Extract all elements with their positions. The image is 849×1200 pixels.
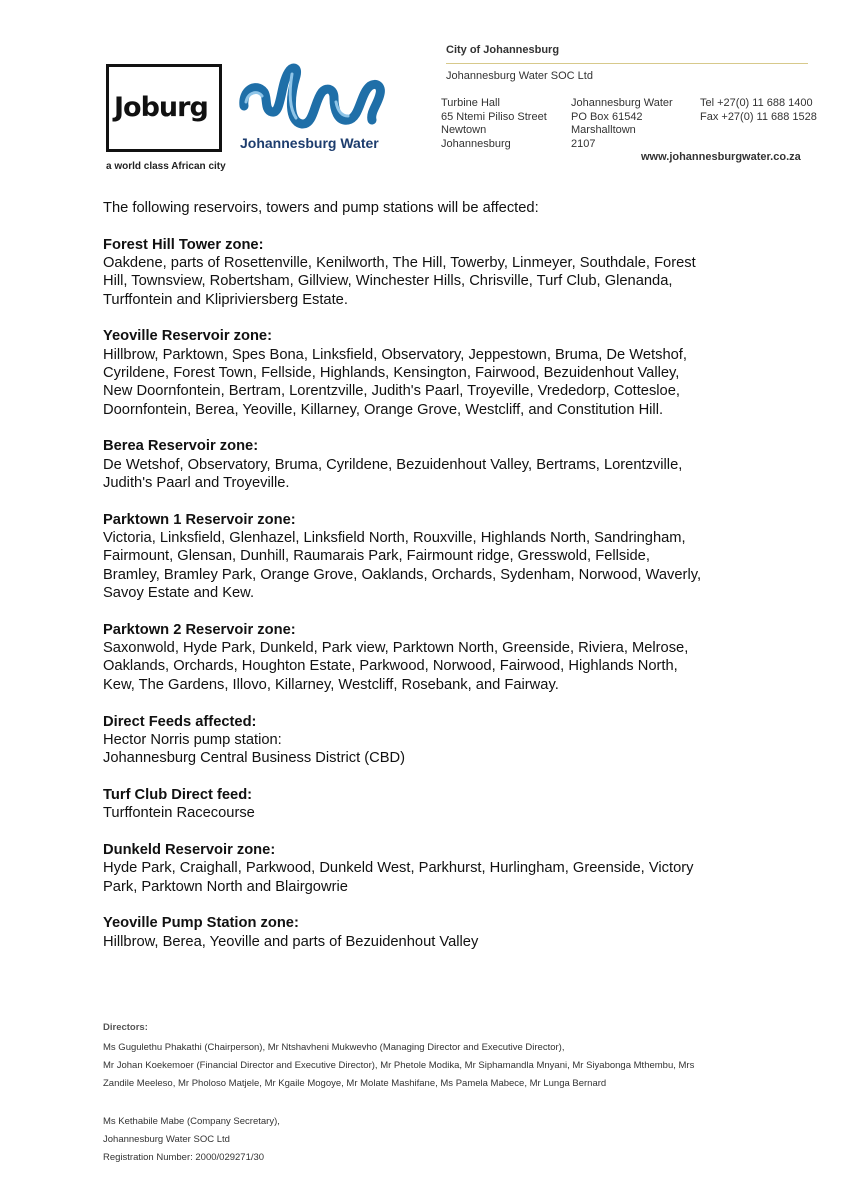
header-address-line: Johannesburg bbox=[441, 137, 511, 150]
zone-section bbox=[103, 841, 783, 896]
header-divider bbox=[446, 63, 808, 64]
zone-areas-line: Oakdene, parts of Rosettenville, Kenilworth, The Hill, Towerby, Linmeyer, Southdale, Forest bbox=[103, 255, 696, 272]
zone-areas-line: Victoria, Linksfield, Glenhazel, Linksfield North, Rouxville, Highlands North, Sandringham, bbox=[103, 530, 686, 547]
zone-section bbox=[103, 713, 783, 768]
zone-section bbox=[103, 511, 783, 602]
document-body bbox=[103, 199, 783, 970]
header-tel: Tel +27(0) 11 688 1400 bbox=[700, 97, 813, 109]
zone-areas-line: Bramley, Bramley Park, Orange Grove, Oaklands, Orchards, Sydenham, Norwood, Waverly, bbox=[103, 566, 702, 583]
header-address-line: Turbine Hall bbox=[441, 97, 500, 109]
zone-section bbox=[103, 236, 783, 309]
header-address-postal bbox=[571, 97, 673, 151]
zone-areas-line: Hyde Park, Craighall, Parkwood, Dunkeld West, Parkhurst, Hurlingham, Greenside, Victory bbox=[103, 860, 694, 877]
zone-section bbox=[103, 621, 783, 694]
zone-areas-line: Cyrildene, Forest Town, Fellside, Highlands, Kensington, Fairwood, Bezuidenhout Valley, bbox=[103, 365, 680, 382]
header-address-line: Newtown bbox=[441, 124, 487, 136]
zone-title: Parktown 1 Reservoir zone: bbox=[103, 511, 296, 528]
zone-section bbox=[103, 786, 783, 823]
header-address-physical bbox=[441, 97, 547, 151]
zone-areas-line: Hill, Townsview, Robertsham, Gillview, Winchester Hills, Chrisville, Turf Club, Glenanda, bbox=[103, 273, 673, 290]
header-address-line: Johannesburg Water bbox=[571, 97, 673, 109]
registration-number: Registration Number: 2000/029271/30 bbox=[103, 1152, 265, 1163]
zone-areas-line: Hillbrow, Berea, Yeoville and parts of Bezuidenhout Valley bbox=[103, 933, 479, 950]
footer bbox=[103, 1022, 694, 1167]
directors-label: Directors: bbox=[103, 1022, 148, 1033]
joburg-logo-word: Joburg bbox=[114, 92, 208, 123]
zone-title: Yeoville Reservoir zone: bbox=[103, 328, 272, 345]
zone-section bbox=[103, 327, 783, 418]
zone-title: Turf Club Direct feed: bbox=[103, 786, 253, 803]
zone-areas-line: Savoy Estate and Kew. bbox=[103, 585, 255, 602]
header-fax: Fax +27(0) 11 688 1528 bbox=[700, 110, 817, 123]
zone-areas-line: Johannesburg Central Business District (CBD) bbox=[103, 750, 406, 767]
zone-title: Berea Reservoir zone: bbox=[103, 438, 259, 455]
company-secretary: Ms Kethabile Mabe (Company Secretary), bbox=[103, 1116, 280, 1127]
directors-line: Zandile Meeleso, Mr Pholoso Matjele, Mr Kgaile Mogoye, Mr Molate Mashifane, Ms Pamela Mabece, Mr Lunga Bernard bbox=[103, 1078, 607, 1089]
zone-title: Yeoville Pump Station zone: bbox=[103, 915, 299, 932]
zone-areas-line: De Wetshof, Observatory, Bruma, Cyrildene, Bezuidenhout Valley, Bertrams, Lorentzville, bbox=[103, 456, 683, 473]
header-company: Johannesburg Water SOC Ltd bbox=[446, 70, 593, 82]
zone-areas-line: Hillbrow, Parktown, Spes Bona, Linksfield, Observatory, Jeppestown, Bruma, De Wetshof, bbox=[103, 346, 687, 363]
header-contact bbox=[700, 97, 817, 124]
joburg-logo-tagline: a world class African city bbox=[106, 161, 226, 172]
zone-areas-line: Turffontein and Klipriviersberg Estate. bbox=[103, 291, 348, 308]
header-address-line: PO Box 61542 bbox=[571, 110, 643, 123]
zone-title: Direct Feeds affected: bbox=[103, 713, 257, 730]
intro-text: The following reservoirs, towers and pump stations will be affected: bbox=[103, 200, 539, 216]
zone-section bbox=[103, 914, 783, 951]
directors-line: Ms Gugulethu Phakathi (Chairperson), Mr Ntshavheni Mukwevho (Managing Director and Executive Director), bbox=[103, 1042, 565, 1053]
header-address-line: 65 Ntemi Piliso Street bbox=[441, 110, 547, 123]
zone-title: Forest Hill Tower zone: bbox=[103, 236, 264, 253]
zone-areas-line: Turffontein Racecourse bbox=[103, 805, 255, 822]
company-name: Johannesburg Water SOC Ltd bbox=[103, 1134, 230, 1145]
header-website-link[interactable]: www.johannesburgwater.co.za bbox=[641, 151, 801, 163]
zone-areas-line: Hector Norris pump station: bbox=[103, 731, 282, 748]
zone-list bbox=[103, 236, 783, 951]
zone-areas-line: New Doornfontein, Bertram, Lorentzville, Judith's Paarl, Troyeville, Vrededorp, Cottesloe, bbox=[103, 383, 680, 400]
zone-areas-line: Fairmount, Glensan, Dunhill, Raumarais Park, Fairmount ridge, Gresswold, Fellside, bbox=[103, 548, 650, 565]
zone-areas-line: Doornfontein, Berea, Yeoville, Killarney, Orange Grove, Westcliff, and Constitution Hill. bbox=[103, 401, 664, 418]
water-wave-icon bbox=[238, 62, 398, 134]
directors-line: Mr Johan Koekemoer (Financial Director and Executive Director), Mr Phetole Modika, Mr Siphamandla Mnyani, Mr Siyabonga Mthembu, Mrs bbox=[103, 1060, 695, 1071]
zone-areas-line: Saxonwold, Hyde Park, Dunkeld, Park view, Parktown North, Greenside, Riviera, Melrose, bbox=[103, 640, 689, 657]
zone-section bbox=[103, 437, 783, 492]
header-address-line: 2107 bbox=[571, 137, 596, 150]
zone-areas-line: Judith's Paarl and Troyeville. bbox=[103, 475, 290, 492]
zone-title: Dunkeld Reservoir zone: bbox=[103, 842, 276, 859]
johannesburg-water-logo-name: Johannesburg Water bbox=[240, 135, 379, 151]
zone-title: Parktown 2 Reservoir zone: bbox=[103, 621, 296, 638]
zone-areas-line: Kew, The Gardens, Illovo, Killarney, Westcliff, Rosebank, and Fairway. bbox=[103, 676, 559, 693]
johannesburg-water-logo bbox=[238, 62, 398, 158]
joburg-logo bbox=[106, 64, 224, 180]
header-city: City of Johannesburg bbox=[446, 44, 560, 56]
zone-areas-line: Oaklands, Orchards, Houghton Estate, Parkwood, Norwood, Fairwood, Highlands North, bbox=[103, 658, 678, 675]
header-address-line: Marshalltown bbox=[571, 124, 636, 136]
zone-areas-line: Park, Parktown North and Blairgowrie bbox=[103, 878, 348, 895]
